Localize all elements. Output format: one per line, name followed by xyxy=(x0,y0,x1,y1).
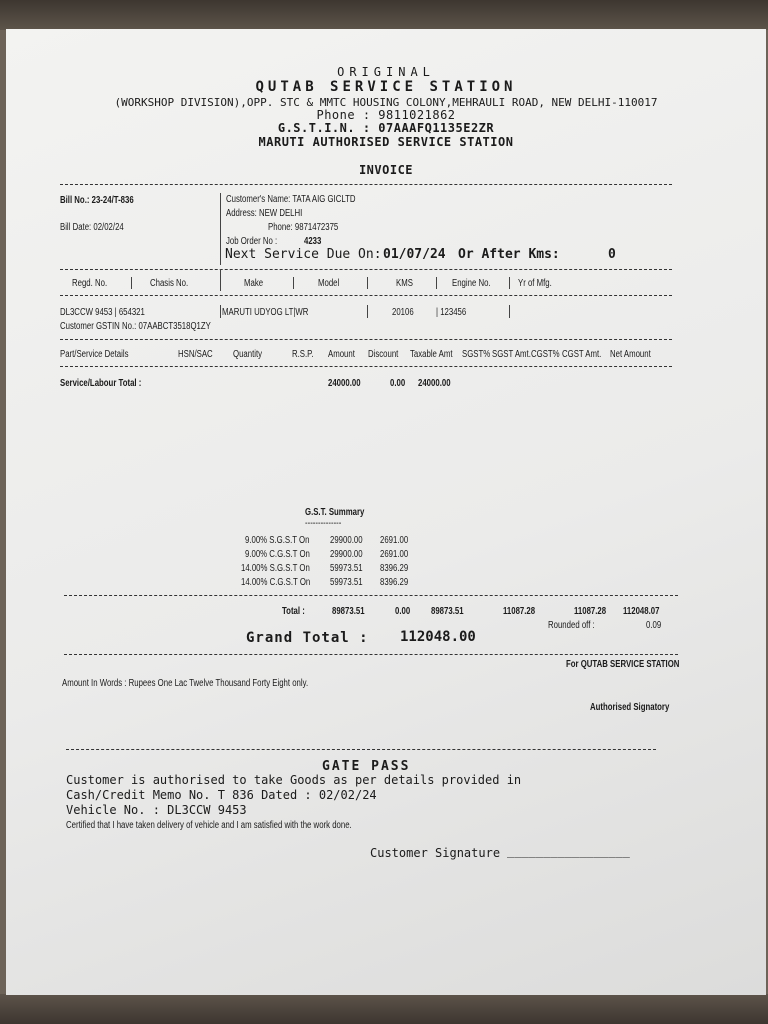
col-engine-no: Engine No. xyxy=(452,278,491,289)
vehicle-regd-chasis: DL3CCW 9453 | 654321 xyxy=(60,307,145,318)
grand-total-value: 112048.00 xyxy=(400,629,476,645)
total-amount: 89873.51 xyxy=(332,606,365,617)
gst-tax: 2691.00 xyxy=(380,549,409,560)
divider xyxy=(131,277,132,289)
next-service-label: Next Service Due On: xyxy=(225,247,382,262)
col-sgst-amt: SGST Amt. xyxy=(492,349,531,360)
customer-name: Customer's Name: TATA AIG GICLTD xyxy=(226,194,356,205)
gst-rate: 9.00% S.G.S.T On xyxy=(245,535,310,546)
next-service-date: 01/07/24 xyxy=(383,247,446,262)
divider xyxy=(60,295,672,296)
after-kms-label: Or After Kms: xyxy=(458,247,560,262)
col-cgst-amt: CGST Amt. xyxy=(562,349,602,360)
col-make: Make xyxy=(244,278,264,289)
company-address: (WORKSHOP DIVISION),OPP. STC & MMTC HOUSING COLONY,MEHRAULI ROAD, NEW DELHI-110017 xyxy=(114,96,658,109)
divider xyxy=(64,595,678,596)
gst-base: 59973.51 xyxy=(330,563,363,574)
col-part-service: Part/Service Details xyxy=(60,349,129,360)
gst-base: 29900.00 xyxy=(330,549,363,560)
col-kms: KMS xyxy=(396,278,413,289)
divider xyxy=(60,339,672,340)
customer-signature-line: _________________ xyxy=(507,844,630,858)
gate-pass-title: GATE PASS xyxy=(322,759,411,774)
col-taxable: Taxable Amt xyxy=(410,349,453,360)
divider xyxy=(60,184,672,185)
customer-phone: Phone: 9871472375 xyxy=(268,222,339,233)
customer-signature-label: Customer Signature xyxy=(370,846,501,860)
after-kms-value: 0 xyxy=(608,247,616,262)
gst-tax: 8396.29 xyxy=(380,563,409,574)
divider xyxy=(509,277,510,289)
divider xyxy=(293,277,294,289)
divider xyxy=(60,269,672,270)
total-net: 112048.07 xyxy=(623,606,660,617)
rounded-off-label: Rounded off : xyxy=(548,620,595,631)
gate-pass-vehicle: Vehicle No. : DL3CCW 9453 xyxy=(66,803,247,817)
divider xyxy=(64,654,678,655)
customer-address: Address: NEW DELHI xyxy=(226,208,303,219)
total-discount: 0.00 xyxy=(395,606,411,617)
company-phone: Phone : 9811021862 xyxy=(316,108,456,122)
job-order-label: Job Order No : xyxy=(226,236,278,247)
gst-summary-title: G.S.T. Summary xyxy=(305,507,365,518)
gst-rate: 14.00% C.G.S.T On xyxy=(241,577,311,588)
gst-rate: 9.00% C.G.S.T On xyxy=(245,549,310,560)
divider xyxy=(367,277,368,289)
background-top xyxy=(0,0,768,30)
job-order-value: 4233 xyxy=(304,236,322,247)
col-rsp: R.S.P. xyxy=(292,349,314,360)
company-name: QUTAB SERVICE STATION xyxy=(255,79,517,95)
divider xyxy=(66,749,656,750)
divider xyxy=(220,193,221,265)
gate-pass-certified: Certified that I have taken delivery of vehicle and I am satisfied with the work done. xyxy=(66,820,352,831)
divider xyxy=(60,366,672,367)
rounded-off-value: 0.09 xyxy=(646,620,662,631)
labour-amount: 24000.00 xyxy=(328,378,361,389)
labour-taxable: 24000.00 xyxy=(418,378,451,389)
divider xyxy=(220,269,221,291)
gst-rate: 14.00% S.G.S.T On xyxy=(241,563,310,574)
col-cgst-pct: CGST% xyxy=(531,349,560,360)
for-company: For QUTAB SERVICE STATION xyxy=(566,659,680,670)
divider xyxy=(367,305,368,318)
col-model: Model xyxy=(318,278,340,289)
total-cgst: 11087.28 xyxy=(574,606,607,617)
gate-pass-line: Customer is authorised to take Goods as per details provided in xyxy=(66,773,522,787)
gst-tax: 8396.29 xyxy=(380,577,409,588)
company-gstin: G.S.T.I.N. : 07AAAFQ1135E2ZR xyxy=(277,121,495,135)
bill-date: Bill Date: 02/02/24 xyxy=(60,222,124,233)
gst-base: 29900.00 xyxy=(330,535,363,546)
col-chasis-no: Chasis No. xyxy=(150,278,189,289)
divider xyxy=(220,305,221,318)
col-quantity: Quantity xyxy=(233,349,263,360)
background-bottom xyxy=(0,994,768,1024)
vehicle-make-model: MARUTI UDYOG LT|WR xyxy=(222,307,309,318)
authorised-signatory: Authorised Signatory xyxy=(590,702,670,713)
gate-pass-memo: Cash/Credit Memo No. T 836 Dated : 02/02/24 xyxy=(66,788,377,802)
gst-base: 59973.51 xyxy=(330,577,363,588)
gst-summary-underline: -------------- xyxy=(305,518,342,529)
divider xyxy=(509,305,510,318)
vehicle-engine: | 123456 xyxy=(436,307,467,318)
total-sgst: 11087.28 xyxy=(503,606,536,617)
col-amount: Amount xyxy=(328,349,355,360)
col-hsn-sac: HSN/SAC xyxy=(178,349,213,360)
vehicle-kms: 20106 xyxy=(392,307,414,318)
total-taxable: 89873.51 xyxy=(431,606,464,617)
gst-tax: 2691.00 xyxy=(380,535,409,546)
col-yr-of-mfg: Yr of Mfg. xyxy=(518,278,552,289)
invoice-document xyxy=(6,29,766,995)
col-regd-no: Regd. No. xyxy=(72,278,108,289)
document-title: INVOICE xyxy=(358,163,414,177)
divider xyxy=(436,277,437,289)
col-discount: Discount xyxy=(368,349,399,360)
company-subtitle: MARUTI AUTHORISED SERVICE STATION xyxy=(258,135,514,149)
customer-gstin: Customer GSTIN No.: 07AABCT3518Q1ZY xyxy=(60,321,211,332)
bill-number: Bill No.: 23-24/T-836 xyxy=(60,195,134,206)
col-sgst-pct: SGST% xyxy=(462,349,491,360)
col-net-amount: Net Amount xyxy=(610,349,651,360)
total-label: Total : xyxy=(282,606,305,617)
copy-label: ORIGINAL xyxy=(337,65,435,79)
grand-total-label: Grand Total : xyxy=(246,630,369,646)
amount-in-words: Amount In Words : Rupees One Lac Twelve Thousand Forty Eight only. xyxy=(62,678,309,689)
labour-discount: 0.00 xyxy=(390,378,406,389)
labour-total-label: Service/Labour Total : xyxy=(60,378,142,389)
